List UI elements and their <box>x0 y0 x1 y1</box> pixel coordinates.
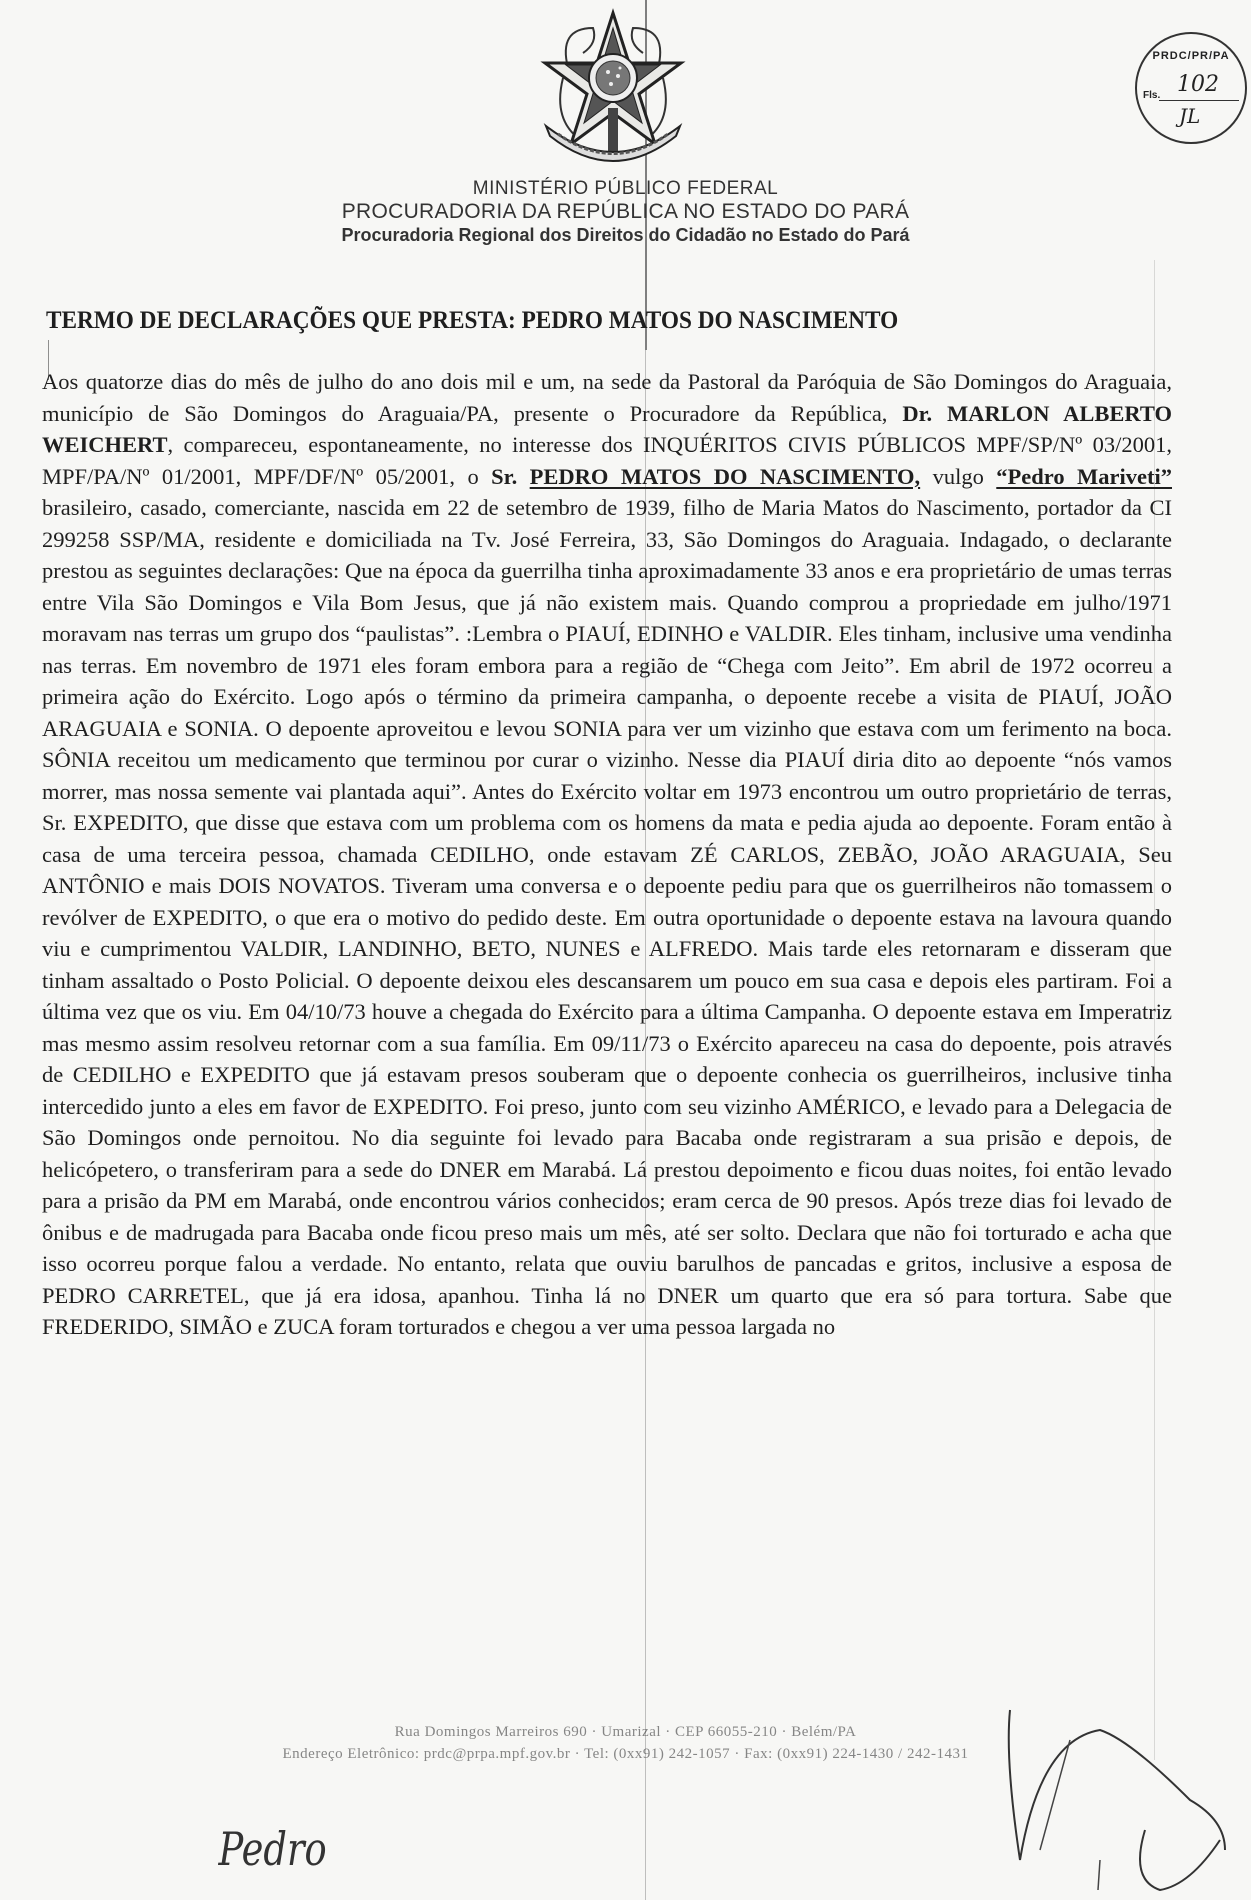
footer-contact: Endereço Eletrônico: prdc@prpa.mpf.gov.br · Tel: (0xx91) 242-1057 · Fax: (0xx91) 224-1430 / 242-1431 <box>282 1746 969 1762</box>
declarant-signature: Pedro <box>218 1822 327 1876</box>
declarant-nickname: “Pedro Mariveti” <box>996 463 1172 489</box>
body-text: Aos quatorze dias do mês de julho do ano dois mil e um, na sede da Pastoral da Paróquia de São Domingos do Araguaia, município de São Domingos do Araguaia/PA, presente o Procuradore da República, <box>42 369 1172 426</box>
stamp-divider <box>1159 100 1239 101</box>
stamp-initials: JL <box>1179 104 1201 128</box>
stamp-page-number: 102 <box>1177 72 1219 97</box>
prosecutor-signature <box>980 1700 1230 1900</box>
declaration-body <box>42 366 1172 1343</box>
declarant-name: PEDRO MATOS DO NASCIMENTO, <box>529 463 921 489</box>
declaration-paragraph <box>42 366 1172 1343</box>
letterhead-department: Procuradoria Regional dos Direitos do Cidadão no Estado do Pará <box>341 225 910 245</box>
body-text: brasileiro, casado, comerciante, nascida em 22 de setembro de 1939, filho de Maria Matos do Nascimento, portador da CI 299258 SSP/MA, residente e domiciliada na Tv. José Ferreira, 33, São Domingos do Araguaia. Indagado, o declarante prestou as seguintes declarações: Que na época da guerrilha tinha aproximadamente 33 anos e era proprietário de umas terras entre Vila São Domingos e Vila Bom Jesus, que já não existem mais. Quando comprou a propriedade em julho/1971 moravam nas terras um grupo dos “paulistas”. :Lembra o PIAUÍ, EDINHO e VALDIR. Eles tinham, inclusive uma vendinha nas terras. Em novembro de 1971 eles foram embora para a região de “Chega com Jeito”. Em abril de 1972 ocorreu a primeira ação do Exército. Logo após o término da primeira campanha, o depoente recebe a visita de PIAUÍ, JOÃO ARAGUAIA e SONIA. O depoente aproveitou e levou SONIA para ver um vizinho que estava com um ferimento na boca. SÔNIA receitou um medicamento que terminou por curar o vizinho. Nesse dia PIAUÍ diria dito ao depoente “nós vamos morrer, mas nossa semente vai plantada aqui”. Antes do Exército voltar em 1973 encontrou um outro proprietário de terras, Sr. EXPEDITO, que disse que estava com um problema com os homens da mata e pedia ajuda ao depoente. Foram então à casa de uma terceira pessoa, chamada CEDILHO, onde estavam ZÉ CARLOS, ZEBÃO, JOÃO ARAGUAIA, Seu ANTÔNIO e mais DOIS NOVATOS. Tiveram uma conversa e o depoente pediu para que os guerrilheiros não tomassem o revólver de EXPEDITO, o que era o motivo do pedido deste. Em outra oportunidade o depoente estava na lavoura quando viu e cumprimentou VALDIR, LANDINHO, BETO, NUNES e ALFREDO. Mais tarde eles retornaram e disseram que tinham assaltado o Posto Policial. O depoente deixou eles descansarem um pouco em sua casa e depois eles partiram. Foi a última vez que os viu. Em 04/10/73 houve a chegada do Exército para a última Campanha. O depoente estava em Imperatriz mas mesmo assim resolveu retornar com a sua família. Em 09/11/73 o Exército apareceu na casa do depoente, pois através de CEDILHO e EXPEDITO que já estavam presos souberam que o depoente conhecia os guerrilheiros, inclusive tinha intercedido junto a eles em favor de EXPEDITO. Foi preso, junto com seu vizinho AMÉRICO, e levado para a Delegacia de São Domingos onde pernoitou. No dia seguinte foi levado para Bacaba onde registraram a sua prisão e depois, de helicópetero, o transferiram para a sede do DNER em Marabá. Lá prestou depoimento e ficou duas noites, foi então levado para a prisão da PM em Marabá, onde encontrou vários conhecidos; eram cerca de 90 presos. Após treze dias foi levado de ônibus e de madrugada para Bacaba onde ficou preso mais um mês, até ser solto. Declara que não foi torturado e acha que isso ocorreu porque falou a verdade. No entanto, relata que ouviu barulhos de pancadas e gritos, inclusive a esposa de PEDRO CARRETEL, que já era idosa, apanhou. Tinha lá no DNER um quarto que era só para tortura. Sabe que FREDERIDO, SIMÃO e ZUCA foram torturados e chegou a ver uma pessoa largada no <box>42 495 1172 1339</box>
sr-label: Sr. <box>491 463 530 489</box>
letterhead-office: PROCURADORIA DA REPÚBLICA NO ESTADO DO PARÁ <box>341 200 910 223</box>
stamp-label: PRDC/PR/PA <box>1152 50 1230 62</box>
body-text: , compareceu, espontaneamente, no interesse dos INQUÉRITOS CIVIS PÚBLICOS MPF/SP/Nº 03/2001, MPF/PA/Nº 01/2001, MPF/DF/Nº 05/2001, o <box>42 432 1172 489</box>
brazil-coat-of-arms-icon <box>538 8 688 178</box>
document-title: TERMO DE DECLARAÇÕES QUE PRESTA: PEDRO MATOS DO NASCIMENTO <box>46 307 899 334</box>
body-text: vulgo <box>920 463 997 489</box>
page-number-stamp <box>1135 32 1247 144</box>
stamp-fls-label: Fls. <box>1143 90 1161 101</box>
footer-address: Rua Domingos Marreiros 690 · Umarizal · CEP 66055-210 · Belém/PA <box>394 1724 857 1740</box>
letterhead-ministry: MINISTÉRIO PÚBLICO FEDERAL <box>472 178 779 199</box>
prosecutor-name: Dr. MARLON ALBERTO WEICHERT <box>42 400 1172 457</box>
